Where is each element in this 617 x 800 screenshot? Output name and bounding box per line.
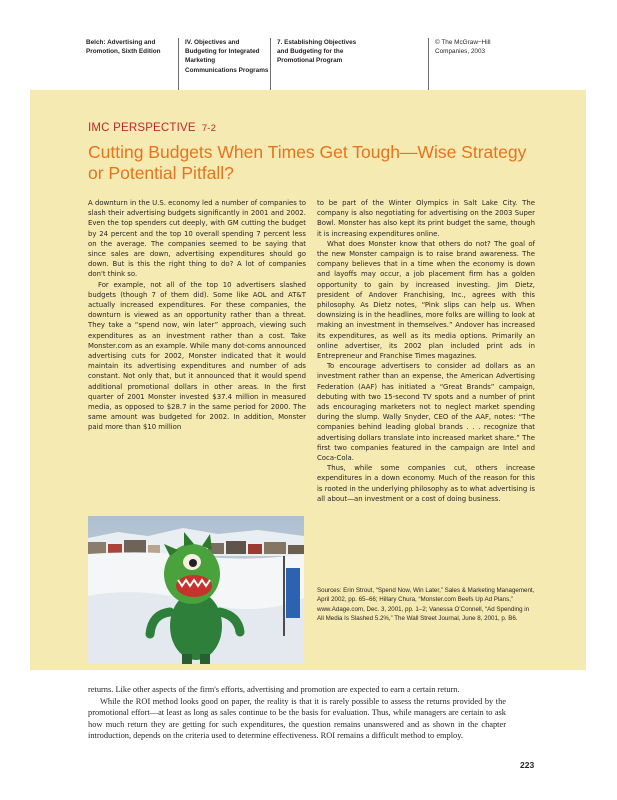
feature-right-column xyxy=(317,198,535,574)
feature-left-column xyxy=(88,198,306,512)
header-line: Promotional Program xyxy=(277,57,343,65)
paragraph: A downturn in the U.S. economy led a number of companies to slash their advertising budgets significantly in 2001 and 2002. Even the top spenders cut deeply, with GM cutting the budget by 24 percent and the top 10 overall spending 7 percent less on the average. The companies seemed to be saying that since sales are down, advertising expenditures should go down. But is this the right thing to do? A lot of companies don't think so. xyxy=(88,199,306,279)
header-line: Belch: Advertising and xyxy=(86,39,156,46)
photo-illustration xyxy=(88,516,304,664)
feature-kicker xyxy=(88,122,216,134)
header-line: and Budgeting for the xyxy=(277,48,344,56)
header-chapter-title xyxy=(270,38,428,90)
header-line: Companies, 2003 xyxy=(435,48,486,56)
header-part-title xyxy=(178,38,270,90)
kicker-number: 7-2 xyxy=(201,123,217,134)
paragraph: returns. Like other aspects of the firm's efforts, advertising and promotion are expected to earn a certain return. xyxy=(88,685,460,694)
paragraph: to be part of the Winter Olympics in Salt Lake City. The company is also negotiating for advertising on the 2003 Super Bowl. Monster has also kept its print budget the same, though it is increasing expenditures online. xyxy=(317,199,535,238)
header-copyright xyxy=(428,38,531,90)
running-header xyxy=(86,38,531,90)
title-line: Cutting Budgets When Times Get Tough—Wise Strategy xyxy=(88,142,527,162)
header-line: Budgeting for Integrated xyxy=(185,48,260,56)
header-line: © The McGraw−Hill xyxy=(435,39,491,46)
header-line: Marketing xyxy=(185,57,216,65)
feature-sources: Sources: Erin Strout, “Spend Now, Win Later,” Sales & Marketing Management, April 2002, pp. 65–66; Hillary Chura, “Monster.com Beefs Up Ad Plans,” www.Adage.com, Dec. 3, 2001, pp. 1–2; Vanessa O’Connell, “Ad Spending in All Media Is Slashed 5.2%,” The Wall Street Journal, June 8, 2001, p. B6. xyxy=(317,587,535,623)
header-line: 7. Establishing Objectives xyxy=(277,39,357,46)
header-line: IV. Objectives and xyxy=(185,39,240,46)
body-text xyxy=(88,684,506,742)
monster-mascot-photo xyxy=(88,516,304,664)
title-line: or Potential Pitfall? xyxy=(88,163,234,183)
header-book-title xyxy=(86,38,178,90)
paragraph: What does Monster know that others do not? The goal of the new Monster campaign is to raise brand awareness. The company believes that in a time when the economy is down and layoffs may occur, a job placement firm has a golden opportunity to gain by increased investing. Jim Dietz, president of Andover Franchising, Inc., agrees with this philosophy. As Dietz notes, “Pink slips can help us. When downsizing is in the headlines, more folks are willing to look at making an investment in themselves.” Andover has increased its expenditures, as well as its media options. Primarily an online advertiser, its 2002 plan included print ads in Entrepreneur and Franchise Times magazines. xyxy=(317,239,535,361)
paragraph: While the ROI method looks good on paper, the reality is that it is rarely possible to assess the returns provided by the promotional effort—at least as long as sales continue to be the basis for evaluation. Thus, while managers are certain to ask how much return they are getting for such expenditures, the question remains unanswered and as shown in the chapter introduction, depends on the criteria used to determine effectiveness. ROI remains a difficult method to employ. xyxy=(88,696,506,741)
header-line: Promotion, Sixth Edition xyxy=(86,48,161,56)
paragraph: Thus, while some companies cut, others increase expenditures in a down economy. Much of the reason for this is rooted in the underlying philosophy as to what advertising is all about—an investment or a cost of doing business. xyxy=(317,464,535,503)
header-line: Communications Programs xyxy=(185,66,269,74)
feature-title xyxy=(88,142,548,184)
page-number: 223 xyxy=(520,760,535,770)
paragraph: For example, not all of the top 10 advertisers slashed budgets (though 7 of them did). Some like AOL and AT&T actually increased expenditures. For these companies, the downturn is viewed as an opportunity rather than a threat. They take a “spend now, win later” approach, viewing such expenditures as an investment rather than a cost. Take Monster.com as an example. While many dot-coms announced advertising cuts for 2002, Monster indicated that it would maintain its advertising expenditures and number of ads constant. Not only that, but it announced that it would spend additional promotional dollars in other areas. In the first quarter of 2001 Monster invested $37.4 million in measured media, as opposed to $28.7 in the same period for 2000. The same amount was budgeted for 2002. In addition, Monster paid more than $10 million xyxy=(88,280,306,432)
paragraph: To encourage advertisers to consider ad dollars as an investment rather than an expense, the American Advertising Federation (AAF) has initiated a “Great Brands” campaign, debuting with two 15-second TV spots and a number of print ads encouraging marketers not to neglect market spending during the slump. Wally Snyder, CEO of the AAF, notes: “The companies behind leading global brands . . . recognize that advertising dollars translate into increased market share.” The first two companies featured in the campaign are Intel and Coca-Cola. xyxy=(317,362,535,463)
kicker-label: IMC PERSPECTIVE xyxy=(88,122,196,134)
